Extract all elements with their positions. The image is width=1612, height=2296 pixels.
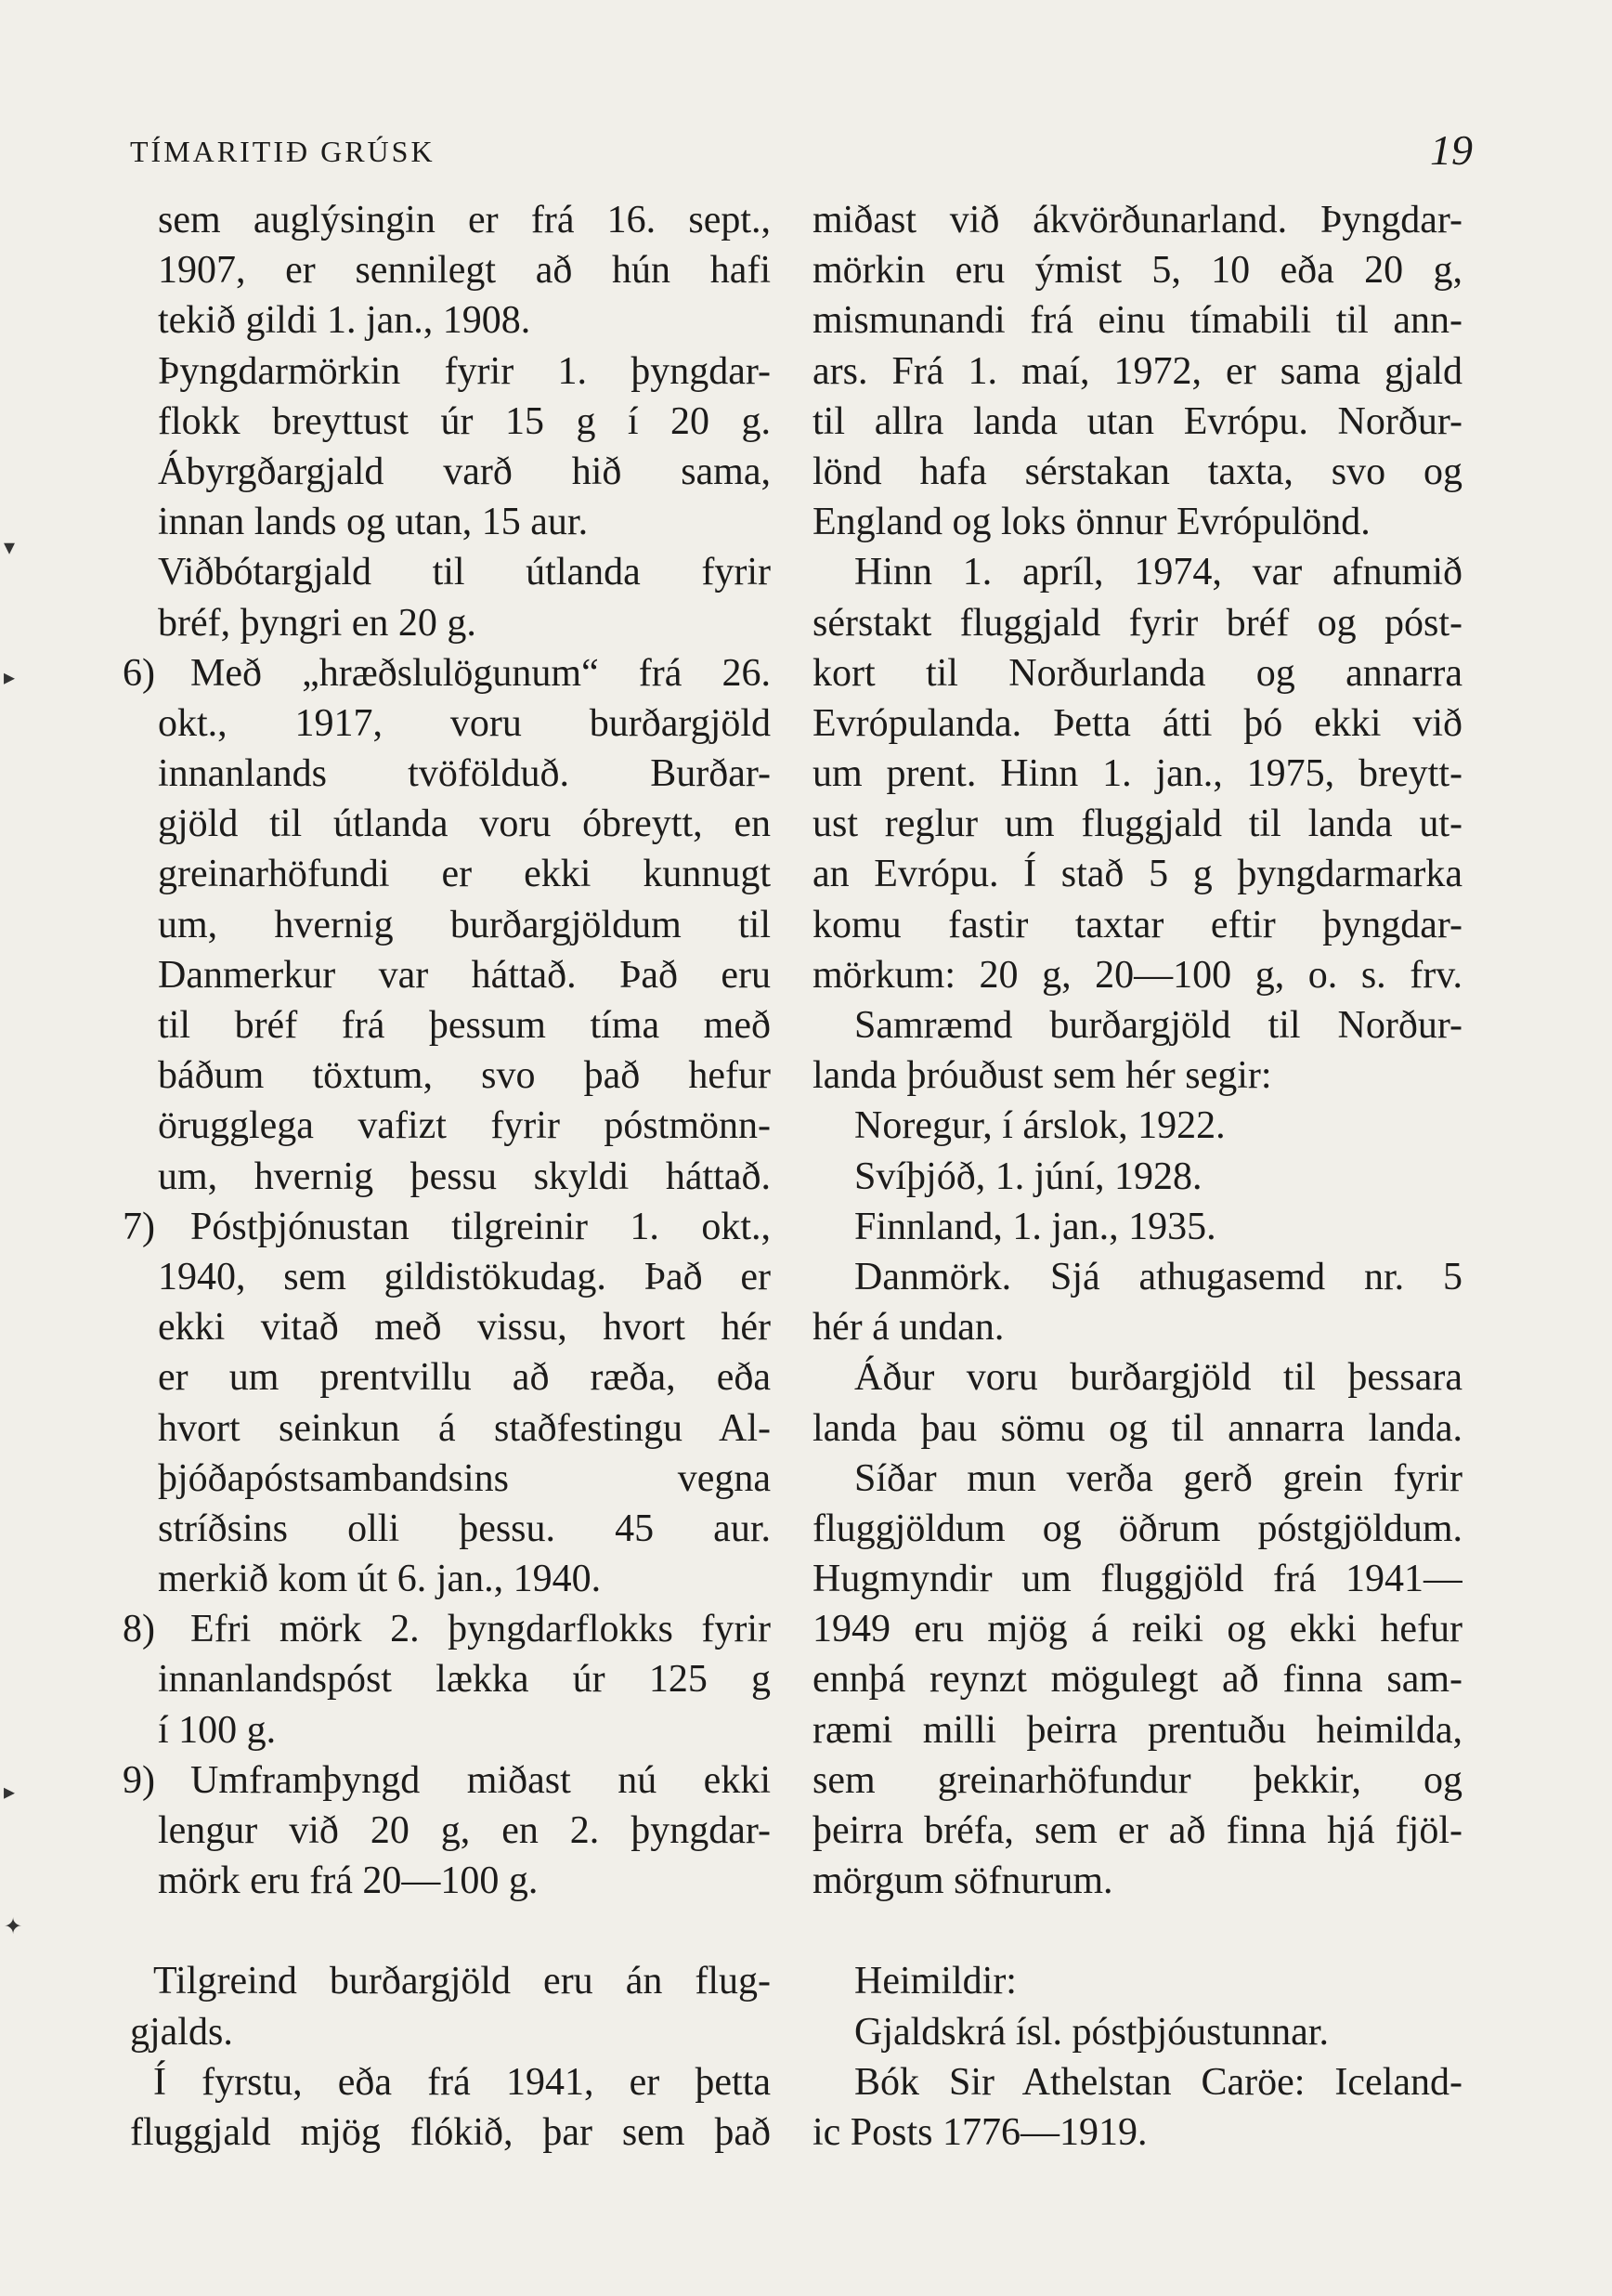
text-line: innan lands og utan, 15 aur. <box>158 501 589 544</box>
note-line: Danmerkur var háttað. Það eru <box>158 953 771 997</box>
note-number: 8) <box>123 1608 155 1651</box>
page-number: 19 <box>1430 126 1473 174</box>
note-line: báðum töxtum, svo það hefur <box>158 1054 771 1098</box>
note-line <box>111 648 771 698</box>
text-line: Tilgreind burðargjöld eru án flug- <box>153 1960 771 2003</box>
text-line: 1949 eru mjög á reiki og ekki hefur <box>812 1608 1462 1651</box>
note-line: gjöld til útlanda voru óbreytt, en <box>158 802 771 846</box>
note-line: þjóðapóstsambandsins vegna <box>158 1456 771 1500</box>
note-line: 1940, sem gildistökudag. Það er <box>158 1255 771 1298</box>
note-line <box>111 1604 771 1654</box>
spacer <box>111 1906 771 1956</box>
note-line: mörk eru frá 20—100 g. <box>158 1859 539 1903</box>
text-line: lönd hafa sérstakan taxta, svo og <box>812 450 1462 493</box>
margin-mark: ✦ <box>4 1915 23 1939</box>
margin-mark: ▸ <box>4 666 16 690</box>
text-line: Síðar mun verða gerð grein fyrir <box>854 1456 1462 1500</box>
text-line: hér á undan. <box>812 1306 1005 1350</box>
note-text: Umframþyngd miðast nú ekki <box>190 1758 771 1802</box>
text-line: mismunandi frá einu tímabili til ann- <box>812 299 1462 343</box>
note-line: stríðsins olli þessu. 45 aur. <box>158 1507 771 1550</box>
text-line: þeirra bréfa, sem er að finna hjá fjöl- <box>812 1809 1462 1852</box>
note-line: ekki vitað með vissu, hvort hér <box>158 1306 771 1350</box>
note-line: innanlandspóst lækka úr 125 g <box>158 1658 771 1702</box>
note-line: okt., 1917, voru burðargjöld <box>158 701 771 745</box>
note-line <box>111 1202 771 1252</box>
margin-mark: ▾ <box>4 536 16 560</box>
source-item: Bók Sir Athelstan Caröe: Iceland- <box>854 2060 1462 2104</box>
text-line: ennþá reynzt mögulegt að finna sam- <box>812 1658 1462 1702</box>
text-line: Hugmyndir um fluggjöld frá 1941— <box>812 1558 1462 1601</box>
text-line: Ábyrgðargjald varð hið sama, <box>158 450 771 493</box>
note-number: 7) <box>123 1205 155 1248</box>
text-line: Í fyrstu, eða frá 1941, er þetta <box>153 2060 771 2104</box>
note-line <box>111 1755 771 1806</box>
note-line: hvort seinkun á staðfestingu Al- <box>158 1406 771 1450</box>
text-line: mörkin eru ýmist 5, 10 eða 20 g, <box>812 249 1462 293</box>
text-line: fluggjöldum og öðrum póstgjöldum. <box>812 1507 1462 1550</box>
sources-section <box>812 1956 1462 2158</box>
text-line: ræmi milli þeirra prentuðu heimilda, <box>812 1708 1462 1752</box>
text-line: gjalds. <box>130 2010 233 2054</box>
text-line: Finnland, 1. jan., 1935. <box>854 1205 1216 1248</box>
note-6 <box>111 648 771 1202</box>
text-line: miðast við ákvörðunarland. Þyngdar- <box>812 199 1462 241</box>
text-line: ust reglur um fluggjald til landa ut- <box>812 802 1462 846</box>
note-line: um, hvernig þessu skyldi háttað. <box>158 1155 771 1198</box>
text-line: Svíþjóð, 1. júní, 1928. <box>854 1155 1202 1198</box>
note-number: 9) <box>123 1758 155 1802</box>
text-line: um prent. Hinn 1. jan., 1975, breytt- <box>812 752 1462 796</box>
text-line: sérstakt fluggjald fyrir bréf og póst- <box>812 601 1462 645</box>
note-line: er um prentvillu að ræða, eða <box>158 1356 771 1400</box>
text-line: Hinn 1. apríl, 1974, var afnumið <box>854 551 1462 594</box>
text-line: mörkum: 20 g, 20—100 g, o. s. frv. <box>812 953 1462 997</box>
text-line: ars. Frá 1. maí, 1972, er sama gjald <box>812 349 1462 393</box>
text-line: til allra landa utan Evrópu. Norður- <box>812 399 1462 443</box>
text-line: kort til Norðurlanda og annarra <box>812 651 1462 695</box>
note-text: Með „hræðslulögunum“ frá 26. <box>190 651 771 695</box>
text-line: landa þróuðust sem hér segir: <box>812 1054 1272 1098</box>
note-line: um, hvernig burðargjöldum til <box>158 903 771 946</box>
note-text: Póstþjónustan tilgreinir 1. okt., <box>190 1205 771 1248</box>
text-line: Áður voru burðargjöld til þessara <box>854 1356 1462 1400</box>
note-line: lengur við 20 g, en 2. þyngdar- <box>158 1809 771 1852</box>
text-line: Viðbótargjald til útlanda fyrir <box>158 551 771 594</box>
text-line: flokk breyttust úr 15 g í 20 g. <box>158 399 771 443</box>
text-line: Samræmd burðargjöld til Norður- <box>854 1004 1462 1047</box>
text-line: Þyngdarmörkin fyrir 1. þyngdar- <box>158 349 771 393</box>
sources-heading: Heimildir: <box>854 1960 1017 2003</box>
text-line: Evrópulanda. Þetta átti þó ekki við <box>812 701 1462 745</box>
note-8 <box>111 1604 771 1755</box>
text-line: sem auglýsingin er frá 16. sept., <box>158 199 771 241</box>
text-line: an Evrópu. Í stað 5 g þyngdarmarka <box>812 853 1462 896</box>
text-line: Noregur, í árslok, 1922. <box>854 1104 1226 1148</box>
text-line: landa þau sömu og til annarra landa. <box>812 1406 1462 1450</box>
note-line: örugglega vafizt fyrir póstmönn- <box>158 1104 771 1148</box>
text-line: sem greinarhöfundur þekkir, og <box>812 1758 1462 1802</box>
left-column <box>111 195 771 2158</box>
text-line: komu fastir taxtar eftir þyngdar- <box>812 903 1462 946</box>
running-head: TÍMARITIÐ GRÚSK <box>130 135 436 168</box>
note-9 <box>111 1755 771 1907</box>
note-7 <box>111 1202 771 1605</box>
note-line: greinarhöfundi er ekki kunnugt <box>158 853 771 896</box>
page-header <box>130 125 1473 181</box>
note-text: Efri mörk 2. þyngdarflokks fyrir <box>190 1608 771 1651</box>
note-line: merkið kom út 6. jan., 1940. <box>158 1558 602 1601</box>
note-line: til bréf frá þessum tíma með <box>158 1004 771 1047</box>
text-line: fluggjald mjög flókið, þar sem það <box>130 2110 771 2154</box>
text-line: bréf, þyngri en 20 g. <box>158 601 476 645</box>
text-line: Danmörk. Sjá athugasemd nr. 5 <box>854 1255 1462 1298</box>
note-line: í 100 g. <box>158 1708 277 1752</box>
right-column <box>812 195 1462 2158</box>
source-item: Gjaldskrá ísl. póstþjóustunnar. <box>854 2010 1329 2054</box>
text-line: England og loks önnur Evrópulönd. <box>812 501 1371 544</box>
text-line: 1907, er sennilegt að hún hafi <box>158 249 771 293</box>
margin-mark: ▸ <box>4 1781 16 1805</box>
note-line: innanlands tvöfölduð. Burðar- <box>158 752 771 796</box>
source-item: ic Posts 1776—1919. <box>812 2110 1148 2154</box>
note-number: 6) <box>123 651 155 695</box>
spacer <box>812 1906 1462 1956</box>
text-line: tekið gildi 1. jan., 1908. <box>158 299 531 343</box>
text-line: mörgum söfnurum. <box>812 1859 1113 1903</box>
